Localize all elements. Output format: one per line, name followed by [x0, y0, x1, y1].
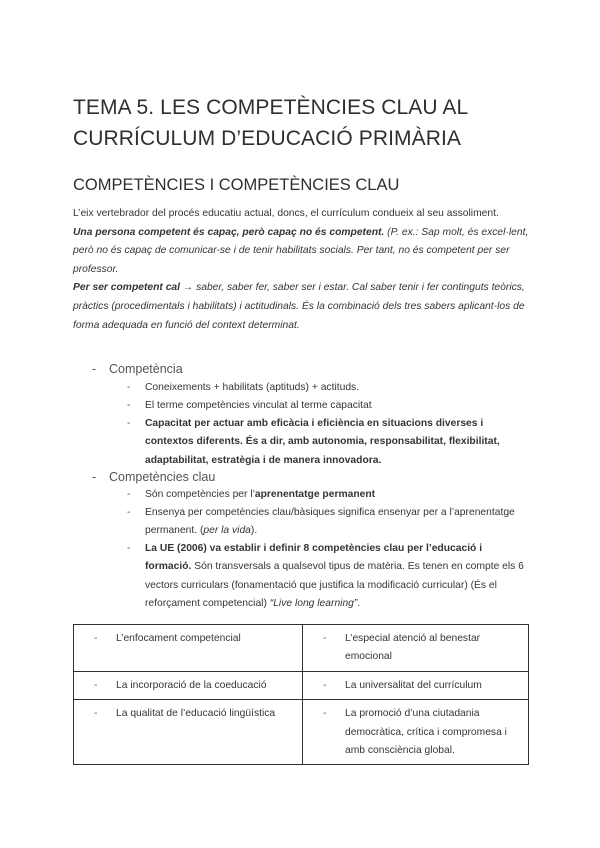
table-cell	[74, 700, 303, 765]
text-run: Són transversals a qualsevol tipus de matèria. Es tenen en compte els 6 vectors curriculars (fonamentació que justifica la modificació curricular) (És el reforçament competencial)	[145, 561, 524, 610]
intro-paragraph-1: L’eix vertebrador del procés educatiu actual, doncs, el currículum condueix al seu assoliment.	[73, 208, 499, 219]
text-run: ).	[250, 525, 258, 537]
bullet-dash: -	[323, 633, 327, 644]
bullet-dash: -	[94, 633, 98, 644]
intro-paragraph-3	[73, 279, 543, 335]
table-cell-text: La incorporació de la coeducació	[116, 679, 267, 691]
bullet-dash: -	[323, 679, 327, 691]
table-cell	[74, 625, 303, 672]
table-cell	[303, 625, 529, 672]
bullet-dash: -	[127, 418, 131, 429]
intro-p2-bold: Una persona competent és capaç, però capaç no és competent.	[73, 226, 385, 238]
text-run: Són competències per l’	[145, 489, 255, 500]
bullet-dash: -	[127, 400, 131, 411]
list-item-competencia	[92, 360, 183, 378]
table-cell	[303, 700, 529, 765]
table-cell-text: La promoció d’una ciutadania democràtica, crítica i compromesa i amb consciència global.	[345, 708, 507, 757]
table-cell	[303, 671, 529, 699]
page-title-line-2: CURRÍCULUM D’EDUCACIÓ PRIMÀRIA	[73, 127, 462, 150]
bullet-dash: -	[127, 543, 131, 554]
arrow-icon: →	[180, 282, 197, 294]
intro-text	[73, 205, 543, 335]
sub-list-item-text: Capacitat per actuar amb eficàcia i eficiència en situacions diverses i contextos diferents. És a dir, amb autonomia, responsabilitat, flexibilitat, adaptabilitat, estratègia i de manera innovadora.	[145, 418, 500, 466]
sub-list-item-text	[145, 504, 527, 541]
sub-list-item	[127, 504, 527, 541]
table-row	[74, 625, 529, 672]
table-cell	[74, 671, 303, 699]
text-run-italic: “Live long learning”	[269, 598, 358, 610]
sub-list-item-text	[145, 486, 527, 504]
bullet-dash: -	[127, 489, 131, 500]
intro-p3-rest: saber, saber fer, saber ser i estar. Cal saber tenir i fer continguts teòrics, pràctics (procedimentals i habilitats) i actitudinals. És la combinació dels tres sabers aplicant-los de forma adequada en funció del context determinat.	[73, 282, 525, 331]
sub-list-item	[127, 415, 527, 470]
text-run-bold: aprenentatge permanent	[254, 489, 376, 500]
text-run-bold: La UE (2006) va establir i definir 8 competències clau per l’educació i formació.	[145, 543, 483, 573]
bullet-dash: -	[92, 470, 97, 484]
section-heading: COMPETÈNCIES I COMPETÈNCIES CLAU	[73, 176, 400, 194]
bullet-dash: -	[94, 679, 98, 691]
sub-list-item	[127, 540, 527, 614]
vectors-table	[73, 624, 529, 765]
list-item-label: Competències clau	[109, 470, 216, 484]
table-cell-text: La qualitat de l’educació lingüística	[116, 708, 276, 720]
table-row	[74, 700, 529, 765]
intro-p3-bold: Per ser competent cal	[73, 282, 181, 294]
sub-list-item-text	[145, 540, 527, 614]
table-cell-text: La universalitat del currículum	[345, 679, 482, 691]
bullet-dash: -	[127, 507, 131, 518]
text-run: .	[357, 598, 361, 610]
intro-p2-rest: (P. ex.: Sap molt, és excel·lent, però no és capaç de comunicar-se i de tenir habilitats socials. Per tant, no és competent per ser professor.	[73, 226, 529, 275]
sub-list-item-text: Coneixements + habilitats (aptituds) + actituds.	[145, 382, 360, 393]
intro-paragraph-2	[73, 224, 543, 280]
list-item-label: Competència	[109, 362, 183, 376]
bullet-dash: -	[323, 708, 327, 720]
table-cell-text: L’especial atenció al benestar emocional	[345, 633, 481, 663]
sub-list-item	[127, 486, 527, 504]
bullet-dash: -	[92, 362, 97, 376]
table-cell-text: L’enfocament competencial	[116, 633, 241, 644]
text-run-italic: per la vida	[203, 525, 251, 537]
sub-list-item	[127, 379, 527, 397]
text-run: Ensenya per competències clau/bàsiques significa ensenyar per a l’aprenentatge permanent. (	[145, 507, 515, 537]
bullet-dash: -	[94, 708, 98, 720]
page-title	[73, 92, 543, 154]
sub-list-item	[127, 397, 527, 415]
list-item-competencies-clau	[92, 468, 215, 486]
sub-list-item-text: El terme competències vinculat al terme capacitat	[145, 400, 372, 411]
table-row	[74, 671, 529, 699]
bullet-dash: -	[127, 382, 131, 393]
page-title-line-1: TEMA 5. LES COMPETÈNCIES CLAU AL	[73, 96, 469, 119]
